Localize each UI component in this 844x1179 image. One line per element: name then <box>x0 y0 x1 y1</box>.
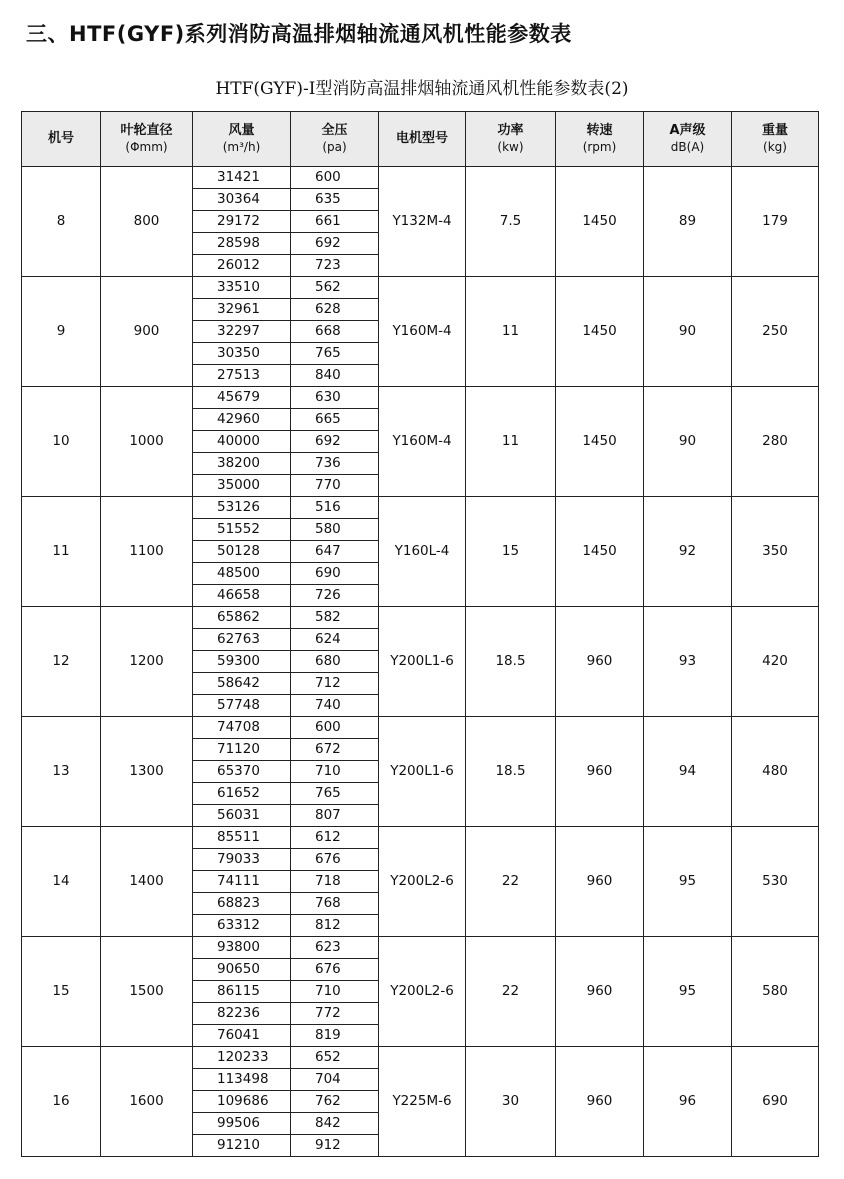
speed-cell: 960 <box>556 827 644 937</box>
speed-cell: 1450 <box>556 497 644 607</box>
pressure-cell: 710 <box>291 761 379 783</box>
air-volume-cell: 65370 <box>193 761 291 783</box>
noise-cell: 95 <box>644 937 732 1047</box>
header-motor-model <box>379 112 466 167</box>
power-cell: 11 <box>466 387 556 497</box>
pressure-cell: 912 <box>291 1135 379 1157</box>
air-volume-cell: 33510 <box>193 277 291 299</box>
model-no-cell: 14 <box>22 827 101 937</box>
pressure-cell: 582 <box>291 607 379 629</box>
model-no-cell: 8 <box>22 167 101 277</box>
pressure-cell: 665 <box>291 409 379 431</box>
pressure-cell: 612 <box>291 827 379 849</box>
motor-model-cell: Y160M-4 <box>379 387 466 497</box>
table-row <box>22 497 819 519</box>
pressure-cell: 668 <box>291 321 379 343</box>
weight-cell: 179 <box>732 167 819 277</box>
air-volume-cell: 46658 <box>193 585 291 607</box>
diameter-cell: 1400 <box>101 827 193 937</box>
header-label: 机号 <box>47 131 74 146</box>
model-no-cell: 10 <box>22 387 101 497</box>
air-volume-cell: 59300 <box>193 651 291 673</box>
air-volume-cell: 32297 <box>193 321 291 343</box>
speed-cell: 960 <box>556 607 644 717</box>
air-volume-cell: 63312 <box>193 915 291 937</box>
table-title: HTF(GYF)-I型消防高温排烟轴流通风机性能参数表(2) <box>215 79 629 99</box>
pressure-cell: 676 <box>291 849 379 871</box>
diameter-cell: 1600 <box>101 1047 193 1157</box>
speed-cell: 960 <box>556 937 644 1047</box>
air-volume-cell: 120233 <box>193 1047 291 1069</box>
air-volume-cell: 86115 <box>193 981 291 1003</box>
air-volume-cell: 38200 <box>193 453 291 475</box>
pressure-cell: 623 <box>291 937 379 959</box>
pressure-cell: 647 <box>291 541 379 563</box>
weight-cell: 350 <box>732 497 819 607</box>
weight-cell: 420 <box>732 607 819 717</box>
air-volume-cell: 82236 <box>193 1003 291 1025</box>
air-volume-cell: 74708 <box>193 717 291 739</box>
pressure-cell: 600 <box>291 717 379 739</box>
power-cell: 18.5 <box>466 607 556 717</box>
air-volume-cell: 91210 <box>193 1135 291 1157</box>
diameter-cell: 1500 <box>101 937 193 1047</box>
header-total-pressure <box>291 112 379 167</box>
pressure-cell: 842 <box>291 1113 379 1135</box>
header-unit: (Φmm) <box>125 140 168 154</box>
noise-cell: 90 <box>644 277 732 387</box>
table-row <box>22 387 819 409</box>
air-volume-cell: 35000 <box>193 475 291 497</box>
pressure-cell: 768 <box>291 893 379 915</box>
pressure-cell: 718 <box>291 871 379 893</box>
table-row <box>22 607 819 629</box>
pressure-cell: 812 <box>291 915 379 937</box>
pressure-cell: 807 <box>291 805 379 827</box>
air-volume-cell: 29172 <box>193 211 291 233</box>
table-body <box>22 167 819 1157</box>
air-volume-cell: 45679 <box>193 387 291 409</box>
air-volume-cell: 50128 <box>193 541 291 563</box>
table-row <box>22 1047 819 1069</box>
page-heading: 三、HTF(GYF)系列消防高温排烟轴流通风机性能参数表 <box>26 22 572 46</box>
weight-cell: 250 <box>732 277 819 387</box>
performance-table <box>21 111 819 1157</box>
pressure-cell: 628 <box>291 299 379 321</box>
header-unit: (kw) <box>497 140 524 154</box>
model-no-cell: 12 <box>22 607 101 717</box>
header-label: 转速 <box>586 123 613 138</box>
diameter-cell: 900 <box>101 277 193 387</box>
speed-cell: 1450 <box>556 387 644 497</box>
pressure-cell: 710 <box>291 981 379 1003</box>
model-no-cell: 11 <box>22 497 101 607</box>
pressure-cell: 580 <box>291 519 379 541</box>
header-row <box>22 112 819 167</box>
power-cell: 7.5 <box>466 167 556 277</box>
model-no-cell: 13 <box>22 717 101 827</box>
motor-model-cell: Y200L2-6 <box>379 937 466 1047</box>
header-unit: (rpm) <box>582 140 617 154</box>
air-volume-cell: 65862 <box>193 607 291 629</box>
pressure-cell: 516 <box>291 497 379 519</box>
header-impeller-diameter <box>101 112 193 167</box>
air-volume-cell: 42960 <box>193 409 291 431</box>
weight-cell: 580 <box>732 937 819 1047</box>
motor-model-cell: Y225M-6 <box>379 1047 466 1157</box>
header-unit: (m³/h) <box>222 140 261 154</box>
air-volume-cell: 76041 <box>193 1025 291 1047</box>
pressure-cell: 723 <box>291 255 379 277</box>
pressure-cell: 562 <box>291 277 379 299</box>
pressure-cell: 770 <box>291 475 379 497</box>
noise-cell: 93 <box>644 607 732 717</box>
air-volume-cell: 31421 <box>193 167 291 189</box>
header-unit: dB(A) <box>670 140 705 154</box>
table-row <box>22 167 819 189</box>
table-row <box>22 827 819 849</box>
pressure-cell: 635 <box>291 189 379 211</box>
diameter-cell: 1100 <box>101 497 193 607</box>
header-label: 电机型号 <box>395 131 448 146</box>
weight-cell: 280 <box>732 387 819 497</box>
pressure-cell: 692 <box>291 233 379 255</box>
table-row <box>22 937 819 959</box>
power-cell: 22 <box>466 827 556 937</box>
motor-model-cell: Y132M-4 <box>379 167 466 277</box>
table-header <box>22 112 819 167</box>
header-label: 风量 <box>228 123 255 138</box>
air-volume-cell: 48500 <box>193 563 291 585</box>
pressure-cell: 712 <box>291 673 379 695</box>
pressure-cell: 624 <box>291 629 379 651</box>
noise-cell: 94 <box>644 717 732 827</box>
header-label: A声级 <box>669 123 706 138</box>
power-cell: 22 <box>466 937 556 1047</box>
power-cell: 15 <box>466 497 556 607</box>
air-volume-cell: 51552 <box>193 519 291 541</box>
pressure-cell: 762 <box>291 1091 379 1113</box>
pressure-cell: 690 <box>291 563 379 585</box>
motor-model-cell: Y200L1-6 <box>379 717 466 827</box>
air-volume-cell: 57748 <box>193 695 291 717</box>
pressure-cell: 652 <box>291 1047 379 1069</box>
header-model-no <box>22 112 101 167</box>
motor-model-cell: Y160M-4 <box>379 277 466 387</box>
pressure-cell: 692 <box>291 431 379 453</box>
model-no-cell: 9 <box>22 277 101 387</box>
pressure-cell: 772 <box>291 1003 379 1025</box>
air-volume-cell: 58642 <box>193 673 291 695</box>
pressure-cell: 726 <box>291 585 379 607</box>
speed-cell: 1450 <box>556 277 644 387</box>
air-volume-cell: 32961 <box>193 299 291 321</box>
header-air-volume <box>193 112 291 167</box>
pressure-cell: 740 <box>291 695 379 717</box>
motor-model-cell: Y160L-4 <box>379 497 466 607</box>
air-volume-cell: 79033 <box>193 849 291 871</box>
motor-model-cell: Y200L2-6 <box>379 827 466 937</box>
weight-cell: 690 <box>732 1047 819 1157</box>
air-volume-cell: 26012 <box>193 255 291 277</box>
header-noise-level <box>644 112 732 167</box>
power-cell: 18.5 <box>466 717 556 827</box>
pressure-cell: 819 <box>291 1025 379 1047</box>
pressure-cell: 680 <box>291 651 379 673</box>
header-speed <box>556 112 644 167</box>
diameter-cell: 1300 <box>101 717 193 827</box>
air-volume-cell: 85511 <box>193 827 291 849</box>
header-power <box>466 112 556 167</box>
diameter-cell: 1000 <box>101 387 193 497</box>
air-volume-cell: 40000 <box>193 431 291 453</box>
noise-cell: 89 <box>644 167 732 277</box>
header-label: 叶轮直径 <box>120 123 173 138</box>
header-unit: (pa) <box>322 140 347 154</box>
pressure-cell: 672 <box>291 739 379 761</box>
noise-cell: 92 <box>644 497 732 607</box>
air-volume-cell: 90650 <box>193 959 291 981</box>
power-cell: 11 <box>466 277 556 387</box>
model-no-cell: 15 <box>22 937 101 1047</box>
air-volume-cell: 28598 <box>193 233 291 255</box>
pressure-cell: 765 <box>291 343 379 365</box>
pressure-cell: 840 <box>291 365 379 387</box>
noise-cell: 96 <box>644 1047 732 1157</box>
air-volume-cell: 93800 <box>193 937 291 959</box>
motor-model-cell: Y200L1-6 <box>379 607 466 717</box>
pressure-cell: 765 <box>291 783 379 805</box>
power-cell: 30 <box>466 1047 556 1157</box>
pressure-cell: 630 <box>291 387 379 409</box>
header-label: 功率 <box>497 123 524 138</box>
air-volume-cell: 109686 <box>193 1091 291 1113</box>
air-volume-cell: 68823 <box>193 893 291 915</box>
weight-cell: 530 <box>732 827 819 937</box>
pressure-cell: 600 <box>291 167 379 189</box>
model-no-cell: 16 <box>22 1047 101 1157</box>
air-volume-cell: 71120 <box>193 739 291 761</box>
pressure-cell: 704 <box>291 1069 379 1091</box>
air-volume-cell: 99506 <box>193 1113 291 1135</box>
pressure-cell: 661 <box>291 211 379 233</box>
air-volume-cell: 62763 <box>193 629 291 651</box>
table-row <box>22 277 819 299</box>
header-label: 重量 <box>761 123 788 138</box>
diameter-cell: 800 <box>101 167 193 277</box>
header-weight <box>732 112 819 167</box>
air-volume-cell: 30364 <box>193 189 291 211</box>
noise-cell: 90 <box>644 387 732 497</box>
table-row <box>22 717 819 739</box>
air-volume-cell: 27513 <box>193 365 291 387</box>
air-volume-cell: 30350 <box>193 343 291 365</box>
air-volume-cell: 56031 <box>193 805 291 827</box>
pressure-cell: 736 <box>291 453 379 475</box>
air-volume-cell: 74111 <box>193 871 291 893</box>
air-volume-cell: 113498 <box>193 1069 291 1091</box>
speed-cell: 960 <box>556 717 644 827</box>
speed-cell: 960 <box>556 1047 644 1157</box>
speed-cell: 1450 <box>556 167 644 277</box>
noise-cell: 95 <box>644 827 732 937</box>
weight-cell: 480 <box>732 717 819 827</box>
air-volume-cell: 61652 <box>193 783 291 805</box>
diameter-cell: 1200 <box>101 607 193 717</box>
air-volume-cell: 53126 <box>193 497 291 519</box>
header-unit: (kg) <box>763 140 787 154</box>
pressure-cell: 676 <box>291 959 379 981</box>
header-label: 全压 <box>321 123 348 138</box>
